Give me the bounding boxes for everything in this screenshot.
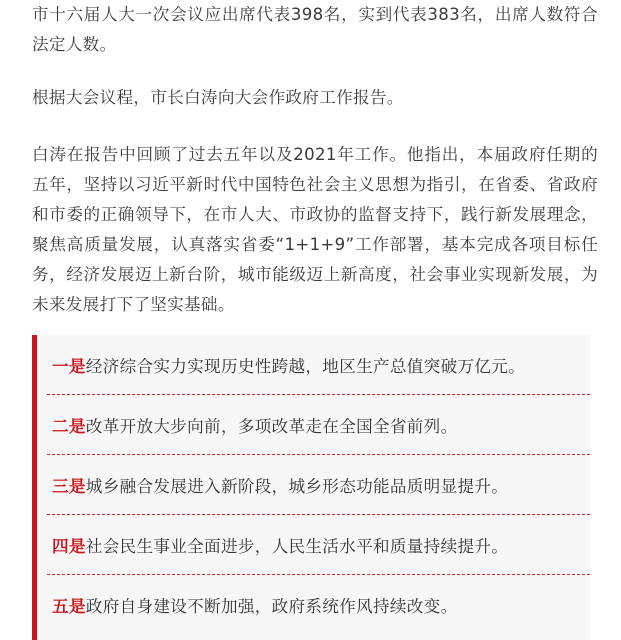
paragraph-review: 白涛在报告中回顾了过去五年以及2021年工作。他指出，本届政府任期的五年，坚持以习近平新时代中国特色社会主义思想为指引，在省委、省政府和市委的正确领导下，在市人大、市政协的监督支持下，践行新发展理念，聚焦高质量发展，认真落实省委“1+1+9”工作部署，基本完成各项目标任务，经济发展迈上新台阶，城市能级迈上新高度，社会事业实现新发展，为未来发展打下了坚实基础。 xyxy=(32,145,598,314)
highlight-ordinal: 一是 xyxy=(52,356,86,376)
highlight-text: 城乡融合发展进入新阶段，城乡形态功能品质明显提升。 xyxy=(85,476,509,496)
highlight-ordinal: 二是 xyxy=(52,416,86,436)
highlight-text: 改革开放大步向前，多项改革走在全国全省前列。 xyxy=(85,416,458,436)
highlight-ordinal: 三是 xyxy=(52,476,86,496)
paragraph-attendance: 市十六届人大一次会议应出席代表398名，实到代表383名，出席人数符合法定人数。 xyxy=(32,5,598,54)
highlight-text: 社会民生事业全面进步，人民生活水平和质量持续提升。 xyxy=(85,536,509,556)
highlight-item xyxy=(52,515,590,574)
highlight-text: 经济综合实力实现历史性跨越，地区生产总值突破万亿元。 xyxy=(85,356,526,376)
paragraph-agenda: 根据大会议程，市长白涛向大会作政府工作报告。 xyxy=(32,88,404,107)
highlight-ordinal: 五是 xyxy=(52,596,86,616)
highlights-box xyxy=(32,335,590,640)
highlight-ordinal: 四是 xyxy=(52,536,86,556)
highlight-item xyxy=(52,575,590,634)
highlight-text: 政府自身建设不断加强，政府系统作风持续改变。 xyxy=(85,596,458,616)
highlight-item xyxy=(52,335,590,394)
highlight-item xyxy=(52,395,590,454)
highlight-item xyxy=(52,455,590,514)
